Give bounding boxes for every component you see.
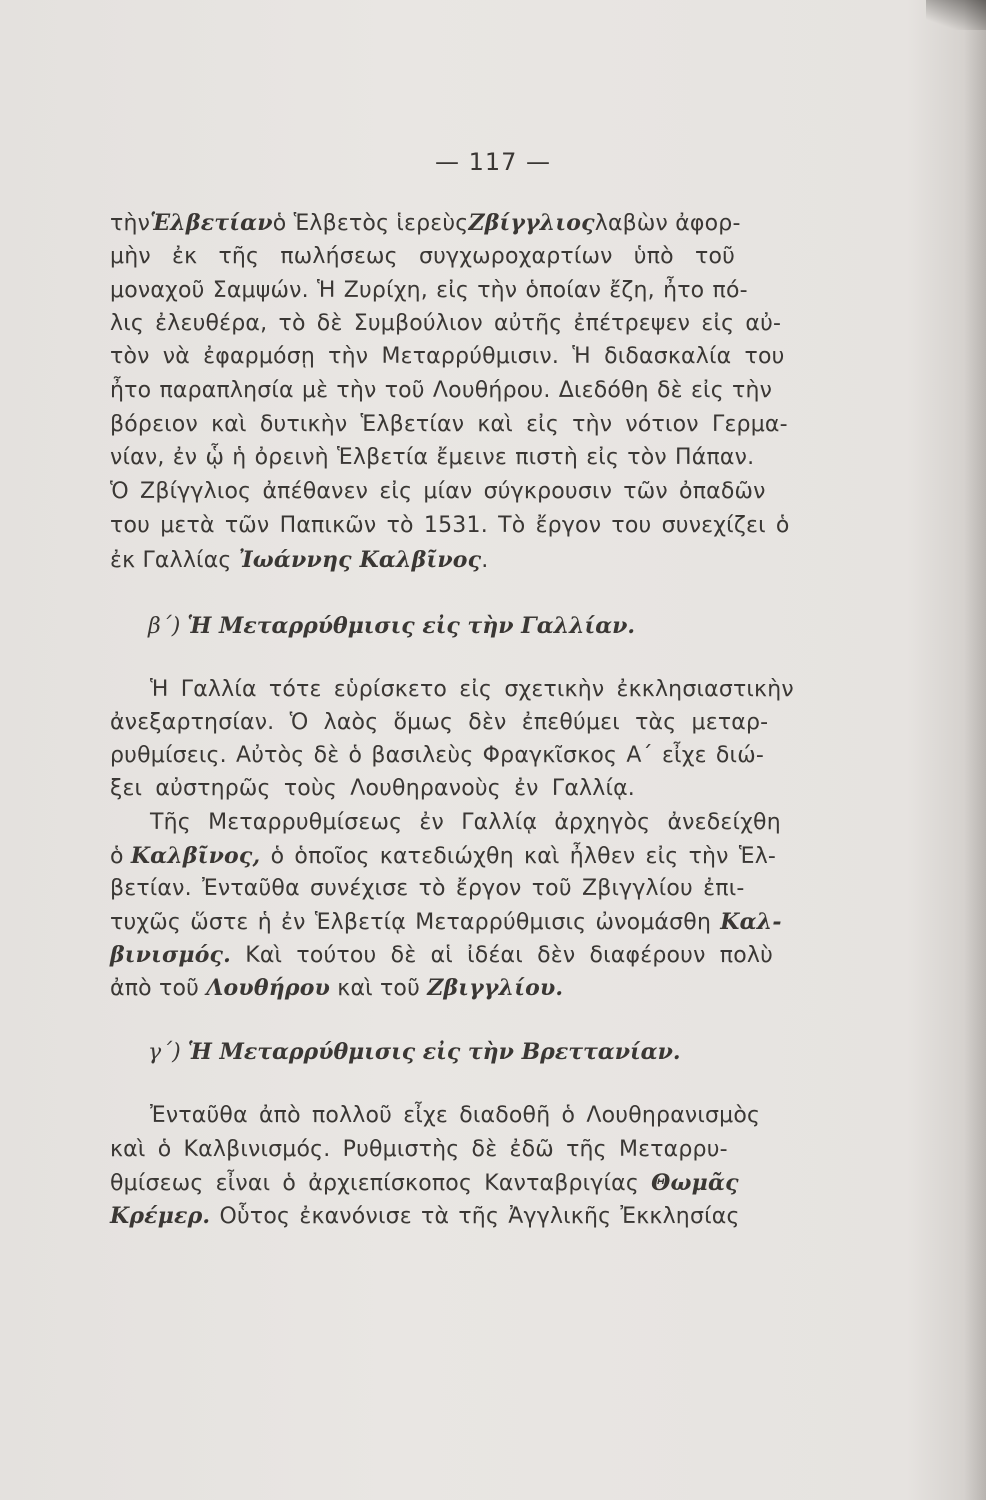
text-line: Τῆς Μεταρρυθμίσεως ἐν Γαλλίᾳ ἀρχηγὸς ἀνεδείχθη: [150, 810, 781, 835]
text-line: ὁ Καλβῖνος, ὁ ὁποῖος κατεδιώχθη καὶ ἦλθεν εἰς τὴν Ἑλ-: [110, 843, 777, 869]
text-line: ξει αὐστηρῶς τοὺς Λουθηρανοὺς ἐν Γαλλίᾳ.: [110, 776, 635, 801]
page-edge-shadow: [964, 0, 986, 1500]
text-line: βόρειον καὶ δυτικὴν Ἑλβετίαν καὶ εἰς τὴν νότιον Γερμα-: [110, 412, 788, 437]
text-line: τυχῶς ὥστε ἡ ἐν Ἑλβετίᾳ Μεταρρύθμισις ὠνομάσθη Καλ-: [110, 909, 782, 935]
page-corner-shadow: [926, 0, 986, 30]
text-line: μοναχοῦ Σαμψών. Ἡ Ζυρίχη, εἰς τὴν ὁποίαν ἔζη, ἦτο πό-: [110, 278, 748, 303]
section-heading-britain: γ΄) Ἡ Μεταρρύθμισις εἰς τὴν Βρεττανίαν.: [148, 1039, 681, 1065]
text-line: Ὁ Ζβίγγλιος ἀπέθανεν εἰς μίαν σύγκρουσιν τῶν ὀπαδῶν: [110, 479, 766, 504]
text-line: Κρέμερ. Οὗτος ἐκανόνισε τὰ τῆς Ἀγγλικῆς Ἐκκλησίας: [110, 1203, 740, 1229]
text-line: τὸν νὰ ἐφαρμόσῃ τὴν Μεταρρύθμισιν. Ἡ διδασκαλία του: [110, 344, 785, 369]
text-line: θμίσεως εἶναι ὁ ἀρχιεπίσκοπος Κανταβριγίας Θωμᾶς: [110, 1170, 739, 1196]
text-line: ἐκ Γαλλίας Ἰωάννης Καλβῖνος.: [110, 547, 489, 573]
text-line: βινισμός. Καὶ τούτου δὲ αἱ ἰδέαι δὲν διαφέρουν πολὺ: [110, 942, 774, 968]
section-heading-france: β΄) Ἡ Μεταρρύθμισις εἰς τὴν Γαλλίαν.: [148, 613, 636, 639]
text-line: ρυθμίσεις. Αὐτὸς δὲ ὁ βασιλεὺς Φραγκῖσκος Α΄ εἶχε διώ-: [110, 743, 764, 768]
text-line: λις ἐλευθέρα, τὸ δὲ Συμβούλιον αὐτῆς ἐπέτρεψεν εἰς αὐ-: [110, 311, 782, 336]
text-line: του μετὰ τῶν Παπικῶν τὸ 1531. Τὸ ἔργον του συνεχίζει ὁ: [110, 513, 790, 538]
text-line: Ἡ Γαλλία τότε εὑρίσκετο εἰς σχετικὴν ἐκκλησιαστικὴν: [150, 677, 794, 702]
text-line: ἀπὸ τοῦ Λουθήρου καὶ τοῦ Ζβιγγλίου.: [110, 975, 564, 1001]
page-number: — 117 —: [434, 148, 552, 176]
text-line: τὴνἙλβετίανὁ Ἑλβετὸς ἱερεὺςΖβίγγλιοςλαβὼν ἀφορ-: [110, 210, 741, 236]
text-line: νίαν, ἐν ᾧ ἡ ὀρεινὴ Ἑλβετία ἔμεινε πιστὴ εἰς τὸν Πάπαν.: [110, 445, 755, 470]
text-line: Ἐνταῦθα ἀπὸ πολλοῦ εἶχε διαδοθῆ ὁ Λουθηρανισμὸς: [150, 1103, 761, 1128]
text-line: ἦτο παραπλησία μὲ τὴν τοῦ Λουθήρου. Διεδόθη δὲ εἰς τὴν: [110, 378, 773, 403]
text-line: καὶ ὁ Καλβινισμός. Ρυθμιστὴς δὲ ἐδῶ τῆς Μεταρρυ-: [110, 1137, 728, 1162]
text-line: ἀνεξαρτησίαν. Ὁ λαὸς ὅμως δὲν ἐπεθύμει τὰς μεταρ-: [110, 710, 769, 735]
text-line: βετίαν. Ἐνταῦθα συνέχισε τὸ ἔργον τοῦ Ζβιγγλίου ἐπι-: [110, 876, 745, 901]
text-line: μὴν ἐκ τῆς πωλήσεως συγχωροχαρτίων ὑπὸ τοῦ: [110, 244, 736, 269]
